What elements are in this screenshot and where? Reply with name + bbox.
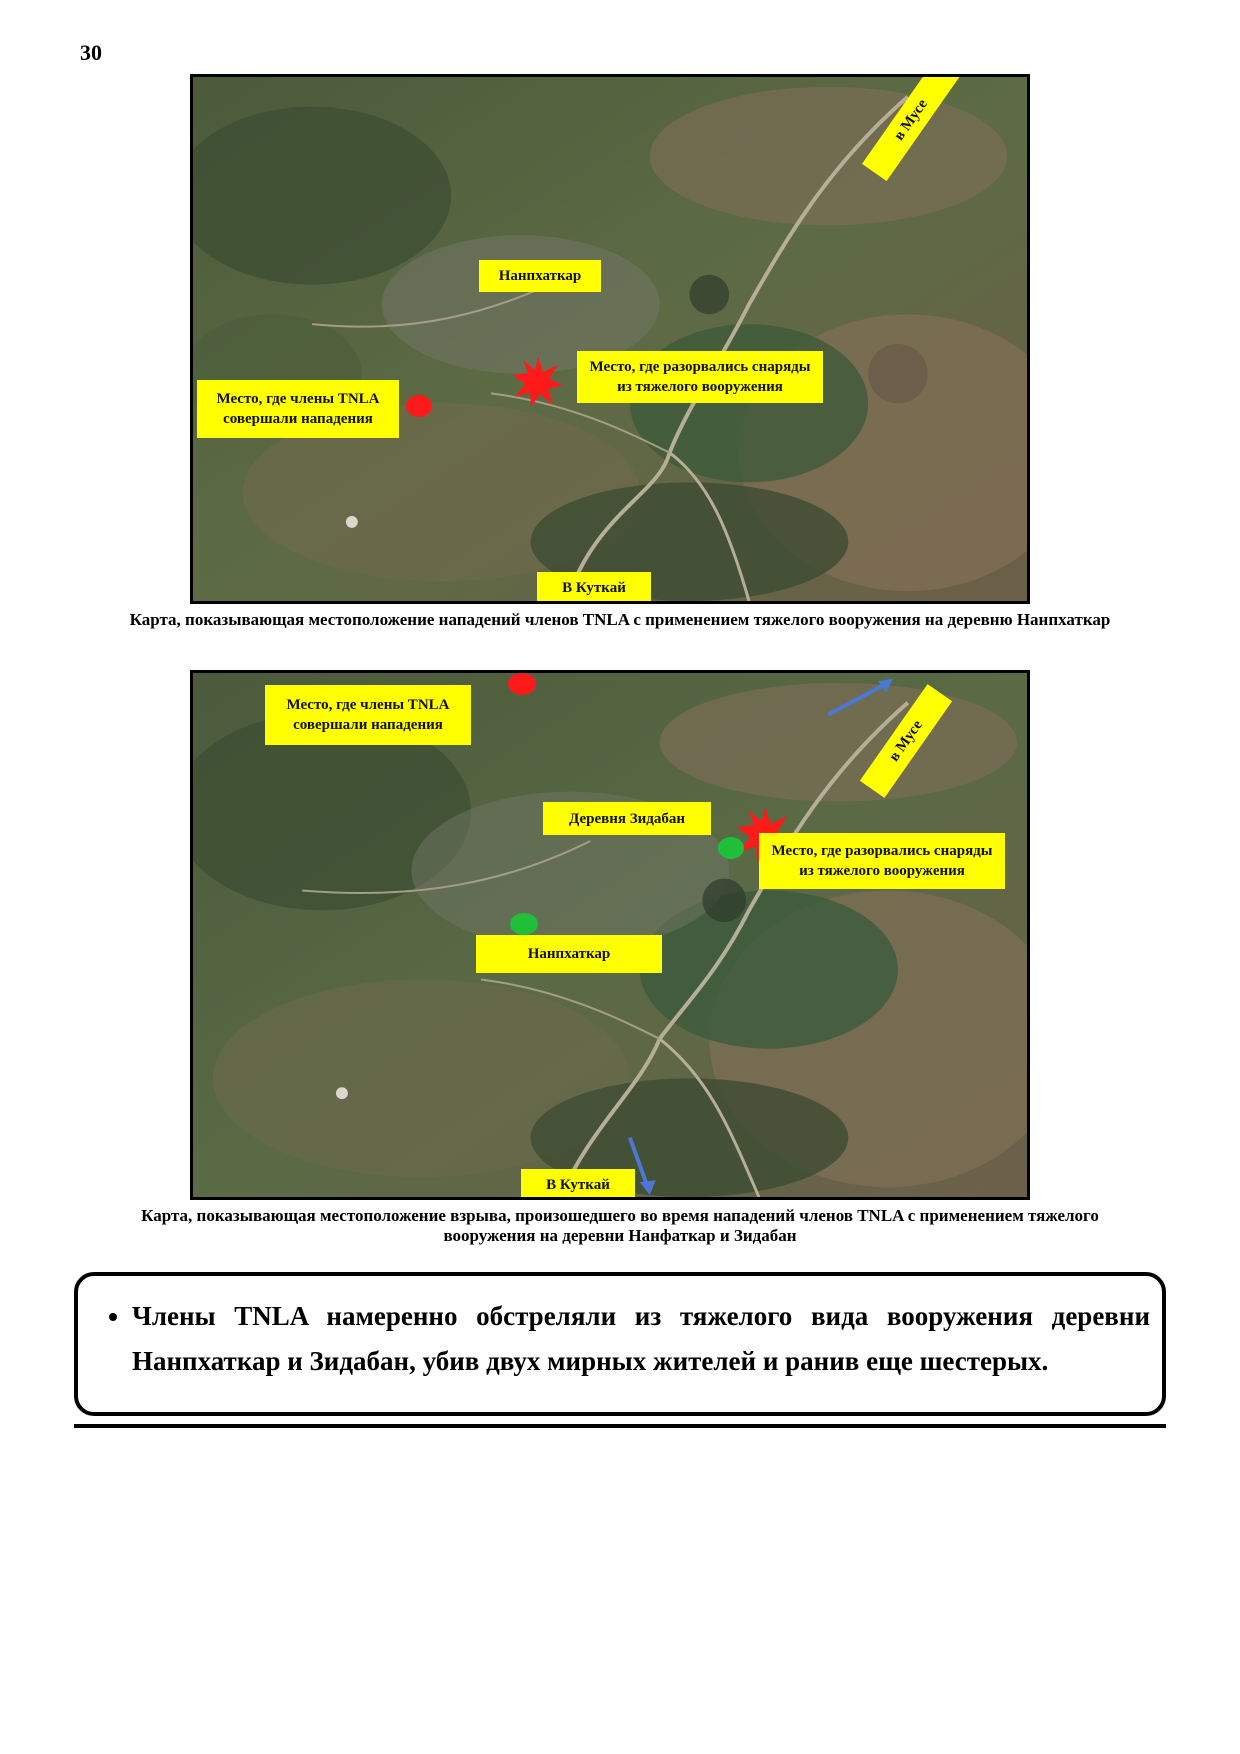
label-attack-site: Место, где члены TNLA совершали нападения — [197, 380, 399, 438]
label-shelling-site: Место, где разорвались снаряды из тяжелого вооружения — [759, 833, 1005, 889]
attack-site-marker — [406, 395, 432, 417]
zidaban-marker — [718, 837, 744, 859]
map-1-caption: Карта, показывающая местоположение нападений членов TNLA с применением тяжелого вооружения на деревню Нанпхаткар — [129, 610, 1111, 629]
label-to-muse: в Мусе — [862, 74, 960, 181]
label-to-kutkai: В Куткай — [537, 572, 651, 604]
label-attack-site: Место, где члены TNLA совершали нападения — [265, 685, 471, 745]
summary-box — [74, 1272, 1166, 1416]
label-to-kutkai: В Куткай — [521, 1169, 635, 1200]
page-number: 30 — [80, 40, 102, 65]
horizontal-rule — [74, 1424, 1166, 1428]
explosion-icon — [513, 357, 563, 407]
summary-bullet: • Члены TNLA намеренно обстреляли из тяжелого вида вооружения деревни Нанпхаткар и Зидабан, убив двух мирных жителей и ранив еще шестерых. — [132, 1294, 1150, 1384]
label-nanphatkar: Нанпхаткар — [476, 935, 662, 973]
label-to-muse: в Мусе — [860, 684, 952, 798]
satellite-map-1 — [190, 74, 1030, 604]
map-2-caption: Карта, показывающая местоположение взрыва, произошедшего во время нападений членов TNLA с применением тяжелого вооружения на деревни Нанфаткар и Зидабан — [141, 1206, 1099, 1245]
label-nanphatkar: Нанпхаткар — [479, 260, 601, 292]
nanphatkar-marker — [510, 913, 538, 935]
attack-site-marker — [508, 673, 536, 695]
summary-list — [108, 1294, 1150, 1384]
satellite-map-2 — [190, 670, 1030, 1200]
label-zidaban: Деревня Зидабан — [543, 802, 711, 835]
label-shelling-site: Место, где разорвались снаряды из тяжелого вооружения — [577, 351, 823, 403]
